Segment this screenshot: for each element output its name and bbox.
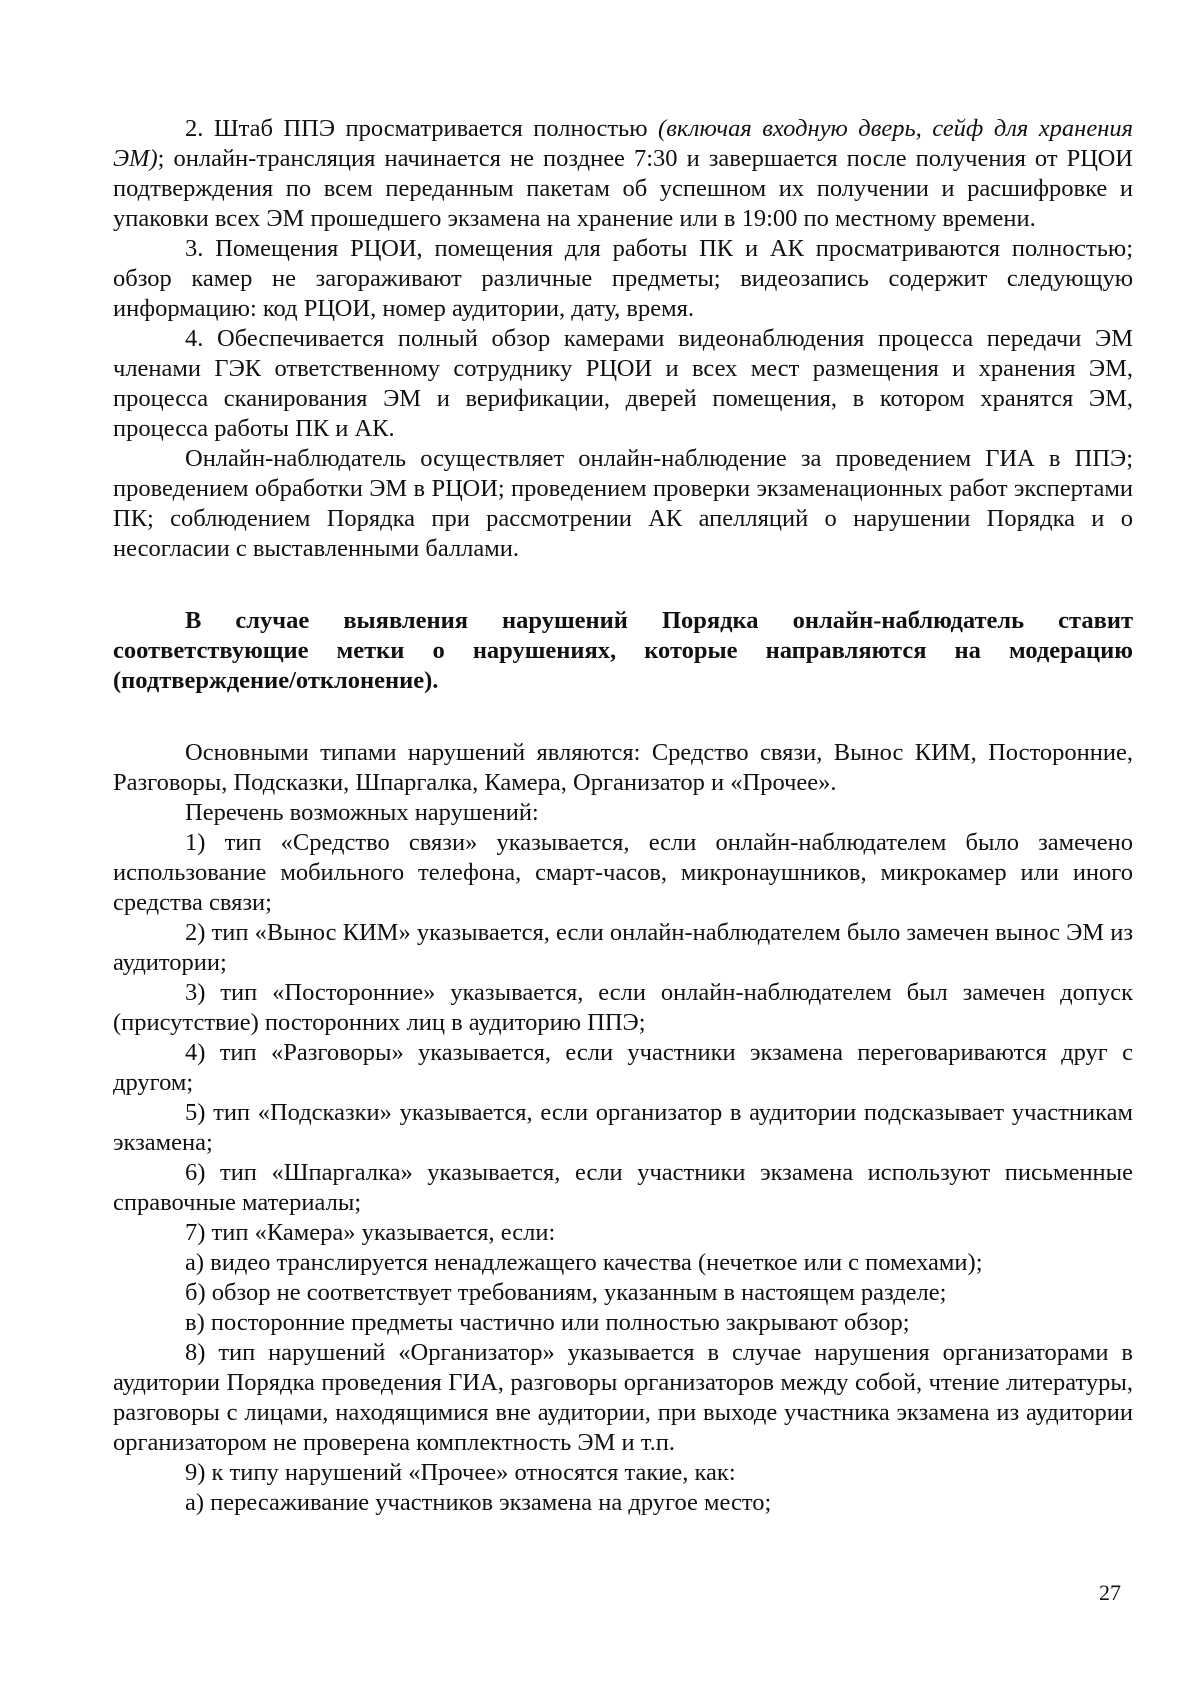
list-item: 8) тип нарушений «Организатор» указывается в случае нарушения организаторами в аудитории Порядка проведения ГИА, разговоры организаторов между собой, чтение литературы, разговоры с лицами, находящимися вне аудитории, при выходе участника экзамена из аудитории организатором не проверена комплектность ЭМ и т.п. <box>113 1339 1133 1456</box>
paragraph-violation-types: Основными типами нарушений являются: Средство связи, Вынос КИМ, Посторонние, Разговоры, Подсказки, Шпаргалка, Камера, Организатор и «Прочее». <box>113 739 1133 796</box>
paragraph-3: 3. Помещения РЦОИ, помещения для работы ПК и АК просматриваются полностью; обзор камер не загораживают различные предметы; видеозапись содержит следующую информацию: код РЦОИ, номер аудитории, дату, время. <box>113 235 1133 322</box>
paragraph-violation-notice: В случае выявления нарушений Порядка онлайн-наблюдатель ставит соответствующие метки о нарушениях, которые направляются на модерацию (подтверждение/отклонение). <box>113 607 1133 694</box>
list-item: 5) тип «Подсказки» указывается, если организатор в аудитории подсказывает участникам экзамена; <box>113 1099 1133 1156</box>
list-subitem: а) пересаживание участников экзамена на другое место; <box>185 1489 772 1516</box>
list-subitem: б) обзор не соответствует требованиям, указанным в настоящем разделе; <box>185 1279 947 1306</box>
list-item: 4) тип «Разговоры» указывается, если участники экзамена переговариваются друг с другом; <box>113 1039 1133 1096</box>
list-item: 7) тип «Камера» указывается, если: <box>185 1219 556 1246</box>
list-item: 9) к типу нарушений «Прочее» относятся такие, как: <box>185 1459 736 1486</box>
list-item: 2) тип «Вынос КИМ» указывается, если онлайн-наблюдателем было замечен вынос ЭМ из аудитории; <box>113 919 1133 976</box>
list-item: 3) тип «Посторонние» указывается, если онлайн-наблюдателем был замечен допуск (присутствие) посторонних лиц в аудиторию ППЭ; <box>113 979 1133 1036</box>
document-page <box>113 114 1133 1518</box>
paragraph-4: 4. Обеспечивается полный обзор камерами видеонаблюдения процесса передачи ЭМ членами ГЭК ответственному сотруднику РЦОИ и всех мест размещения и хранения ЭМ, процесса сканирования ЭМ и верификации, дверей помещения, в котором хранятся ЭМ, процесса работы ПК и АК. <box>113 325 1133 442</box>
paragraph-2-text-end: ; онлайн-трансляция начинается не позднее 7:30 и завершается после получения от РЦОИ подтверждения по всем переданным пакетам об успешном их получении и расшифровке и упаковки всех ЭМ прошедшего экзамена на хранение или в 19:00 по местному времени. <box>113 145 1133 232</box>
paragraph-2 <box>113 114 1133 234</box>
list-subitem: а) видео транслируется ненадлежащего качества (нечеткое или с помехами); <box>185 1249 983 1276</box>
paragraph-2-italic: (включая входную дверь, сейф для хранения ЭМ) <box>113 115 1133 172</box>
paragraph-2-text: 2. Штаб ППЭ просматривается полностью <box>185 115 659 142</box>
list-item: 1) тип «Средство связи» указывается, если онлайн-наблюдателем было замечено использование мобильного телефона, смарт-часов, микронаушников, микрокамер или иного средства связи; <box>113 829 1133 916</box>
page-number: 27 <box>1099 1580 1121 1605</box>
list-item: 6) тип «Шпаргалка» указывается, если участники экзамена используют письменные справочные материалы; <box>113 1159 1133 1216</box>
paragraph-list-title: Перечень возможных нарушений: <box>185 799 539 826</box>
list-subitem: в) посторонние предметы частично или полностью закрывают обзор; <box>185 1309 910 1336</box>
paragraph-observer: Онлайн-наблюдатель осуществляет онлайн-наблюдение за проведением ГИА в ППЭ; проведением обработки ЭМ в РЦОИ; проведением проверки экзаменационных работ экспертами ПК; соблюдением Порядка при рассмотрении АК апелляций о нарушении Порядка и о несогласии с выставленными баллами. <box>113 445 1133 562</box>
